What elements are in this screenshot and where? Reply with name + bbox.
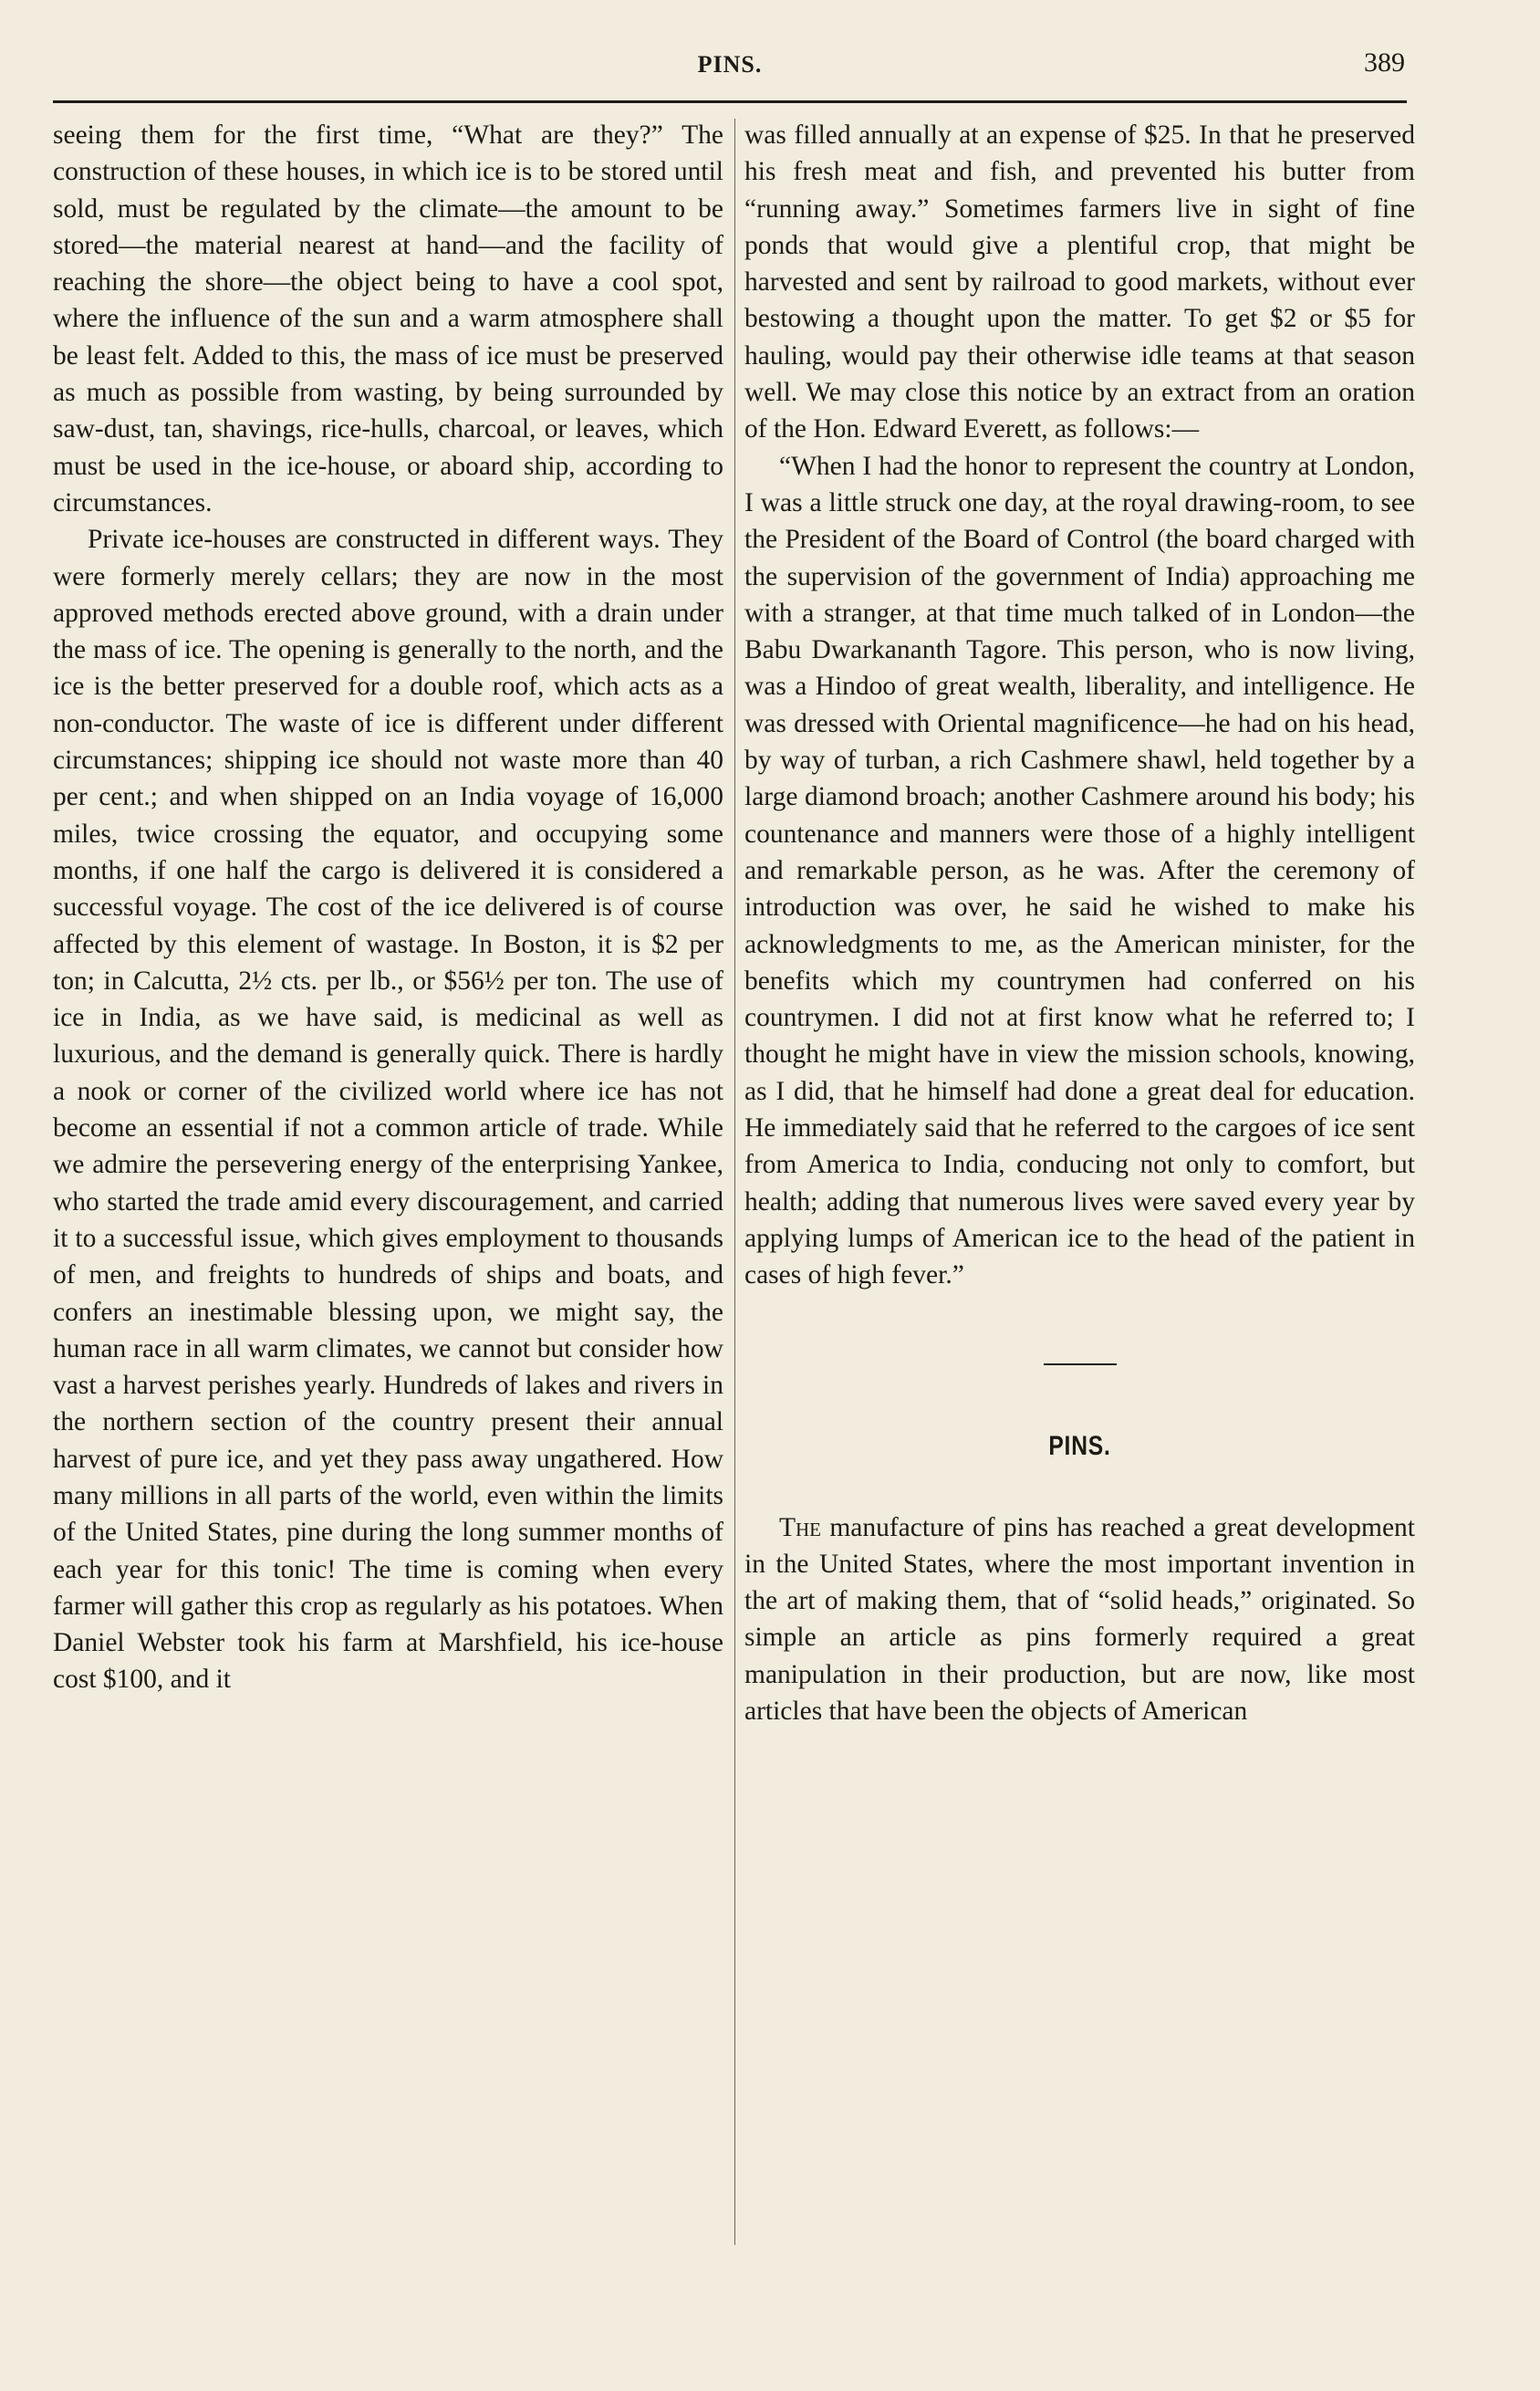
header-rule — [53, 100, 1407, 103]
right-column — [744, 117, 1415, 1729]
paragraph-everett-quote: “When I had the honor to represent the country at London, I was a little struck one day, at the royal drawing-room, to see the President of the Board of Control (the board charged with the supervision of the government of India) approaching me with a stranger, at that time much talked of in London—the Babu Dwarkananth Tagore. This person, who is now living, was a Hindoo of great wealth, liberality, and intelligence. He was dressed with Oriental magnificence—he had on his head, by way of turban, a rich Cashmere shawl, held together by a large diamond broach; another Cashmere around his body; his countenance and manners were those of a highly intelligent and remarkable person, as he was. After the ceremony of introduction was over, he said he wished to make his acknowledgments to me, as the American minister, for the benefits which my countrymen had conferred on his countrymen. I did not at first know what he referred to; I thought he might have in view the mission schools, knowing, as I did, that he himself had done a great deal for education. He immediately said that he referred to the cargoes of ice sent from America to India, conducing not only to comfort, but health; adding that numerous lives were saved every year by applying lumps of American ice to the head of the patient in cases of high fever.” — [744, 451, 1415, 1290]
running-head — [55, 47, 1405, 84]
section-separator — [1044, 1363, 1117, 1365]
paragraph-pins-manufacture — [744, 1509, 1415, 1730]
page-number: 389 — [1364, 47, 1405, 78]
running-title: PINS. — [697, 51, 763, 78]
paragraph-pins-text: manufacture of pins has reached a great development in the United States, where the most important invention in the art of making them, that of “solid heads,” originated. So simple an article as pins formerly required a great manipulation in their production, but are now, like most articles that have been the objects of American — [744, 1512, 1415, 1726]
lead-word: The — [779, 1512, 822, 1542]
column-divider — [734, 119, 735, 2245]
left-column — [53, 117, 723, 1698]
paragraph-ice-houses-construction: seeing them for the first time, “What are they?” The construction of these houses, in which ice is to be stored until sold, must be regulated by the climate—the amount to be stored—the material nearest at hand—and the facility of reaching the shore—the object being to have a cool spot, where the influence of the sun and a warm atmosphere shall be least felt. Added to this, the mass of ice must be preserved as much as possible from wasting, by being surrounded by saw-dust, tan, shavings, rice-hulls, charcoal, or leaves, which must be used in the ice-house, or aboard ship, according to circumstances. — [53, 120, 723, 517]
paragraph-webster-ice-house: was filled annually at an expense of $25. In that he preserved his fresh meat and fish, and prevented his butter from “running away.” Sometimes farmers live in sight of fine ponds that would give a plentiful crop, that might be harvested and sent by railroad to good markets, without ever bestowing a thought upon the matter. To get $2 or $5 for hauling, would pay their otherwise idle teams at that season well. We may close this notice by an extract from an oration of the Hon. Edward Everett, as follows:— — [744, 120, 1415, 444]
paragraph-private-ice-houses: Private ice-houses are constructed in different ways. They were formerly merely cellars; they are now in the most approved methods erected above ground, with a drain under the mass of ice. The opening is generally to the north, and the ice is the better preserved for a double roof, which acts as a non-conductor. The waste of ice is different under different circumstances; shipping ice should not waste more than 40 per cent.; and when shipped on an India voyage of 16,000 miles, twice crossing the equator, and occupying some months, if one half the cargo is delivered it is considered a successful voyage. The cost of the ice delivered is of course affected by this element of wastage. In Boston, it is $2 per ton; in Calcutta, 2½ cts. per lb., or $56½ per ton. The use of ice in India, as we have said, is medicinal as well as luxurious, and the demand is generally quick. There is hardly a nook or corner of the civilized world where ice has not become an essential if not a common article of trade. While we admire the persevering energy of the enterprising Yankee, who started the trade amid every discouragement, and carried it to a successful issue, which gives employment to thousands of men, and freights to hundreds of ships and boats, and confers an inestimable blessing upon, we might say, the human race in all warm climates, we cannot but consider how vast a harvest perishes yearly. Hundreds of lakes and rivers in the northern section of the country present their annual harvest of pure ice, and yet they pass away ungathered. How many millions in all parts of the world, even within the limits of the United States, pine during the long summer months of each year for this tonic! The time is coming when every farmer will gather this crop as regularly as his potatoes. When Daniel Webster took his farm at Marshfield, his ice-house cost $100, and it — [53, 525, 723, 1695]
section-title-pins: PINS. — [1048, 1430, 1111, 1461]
